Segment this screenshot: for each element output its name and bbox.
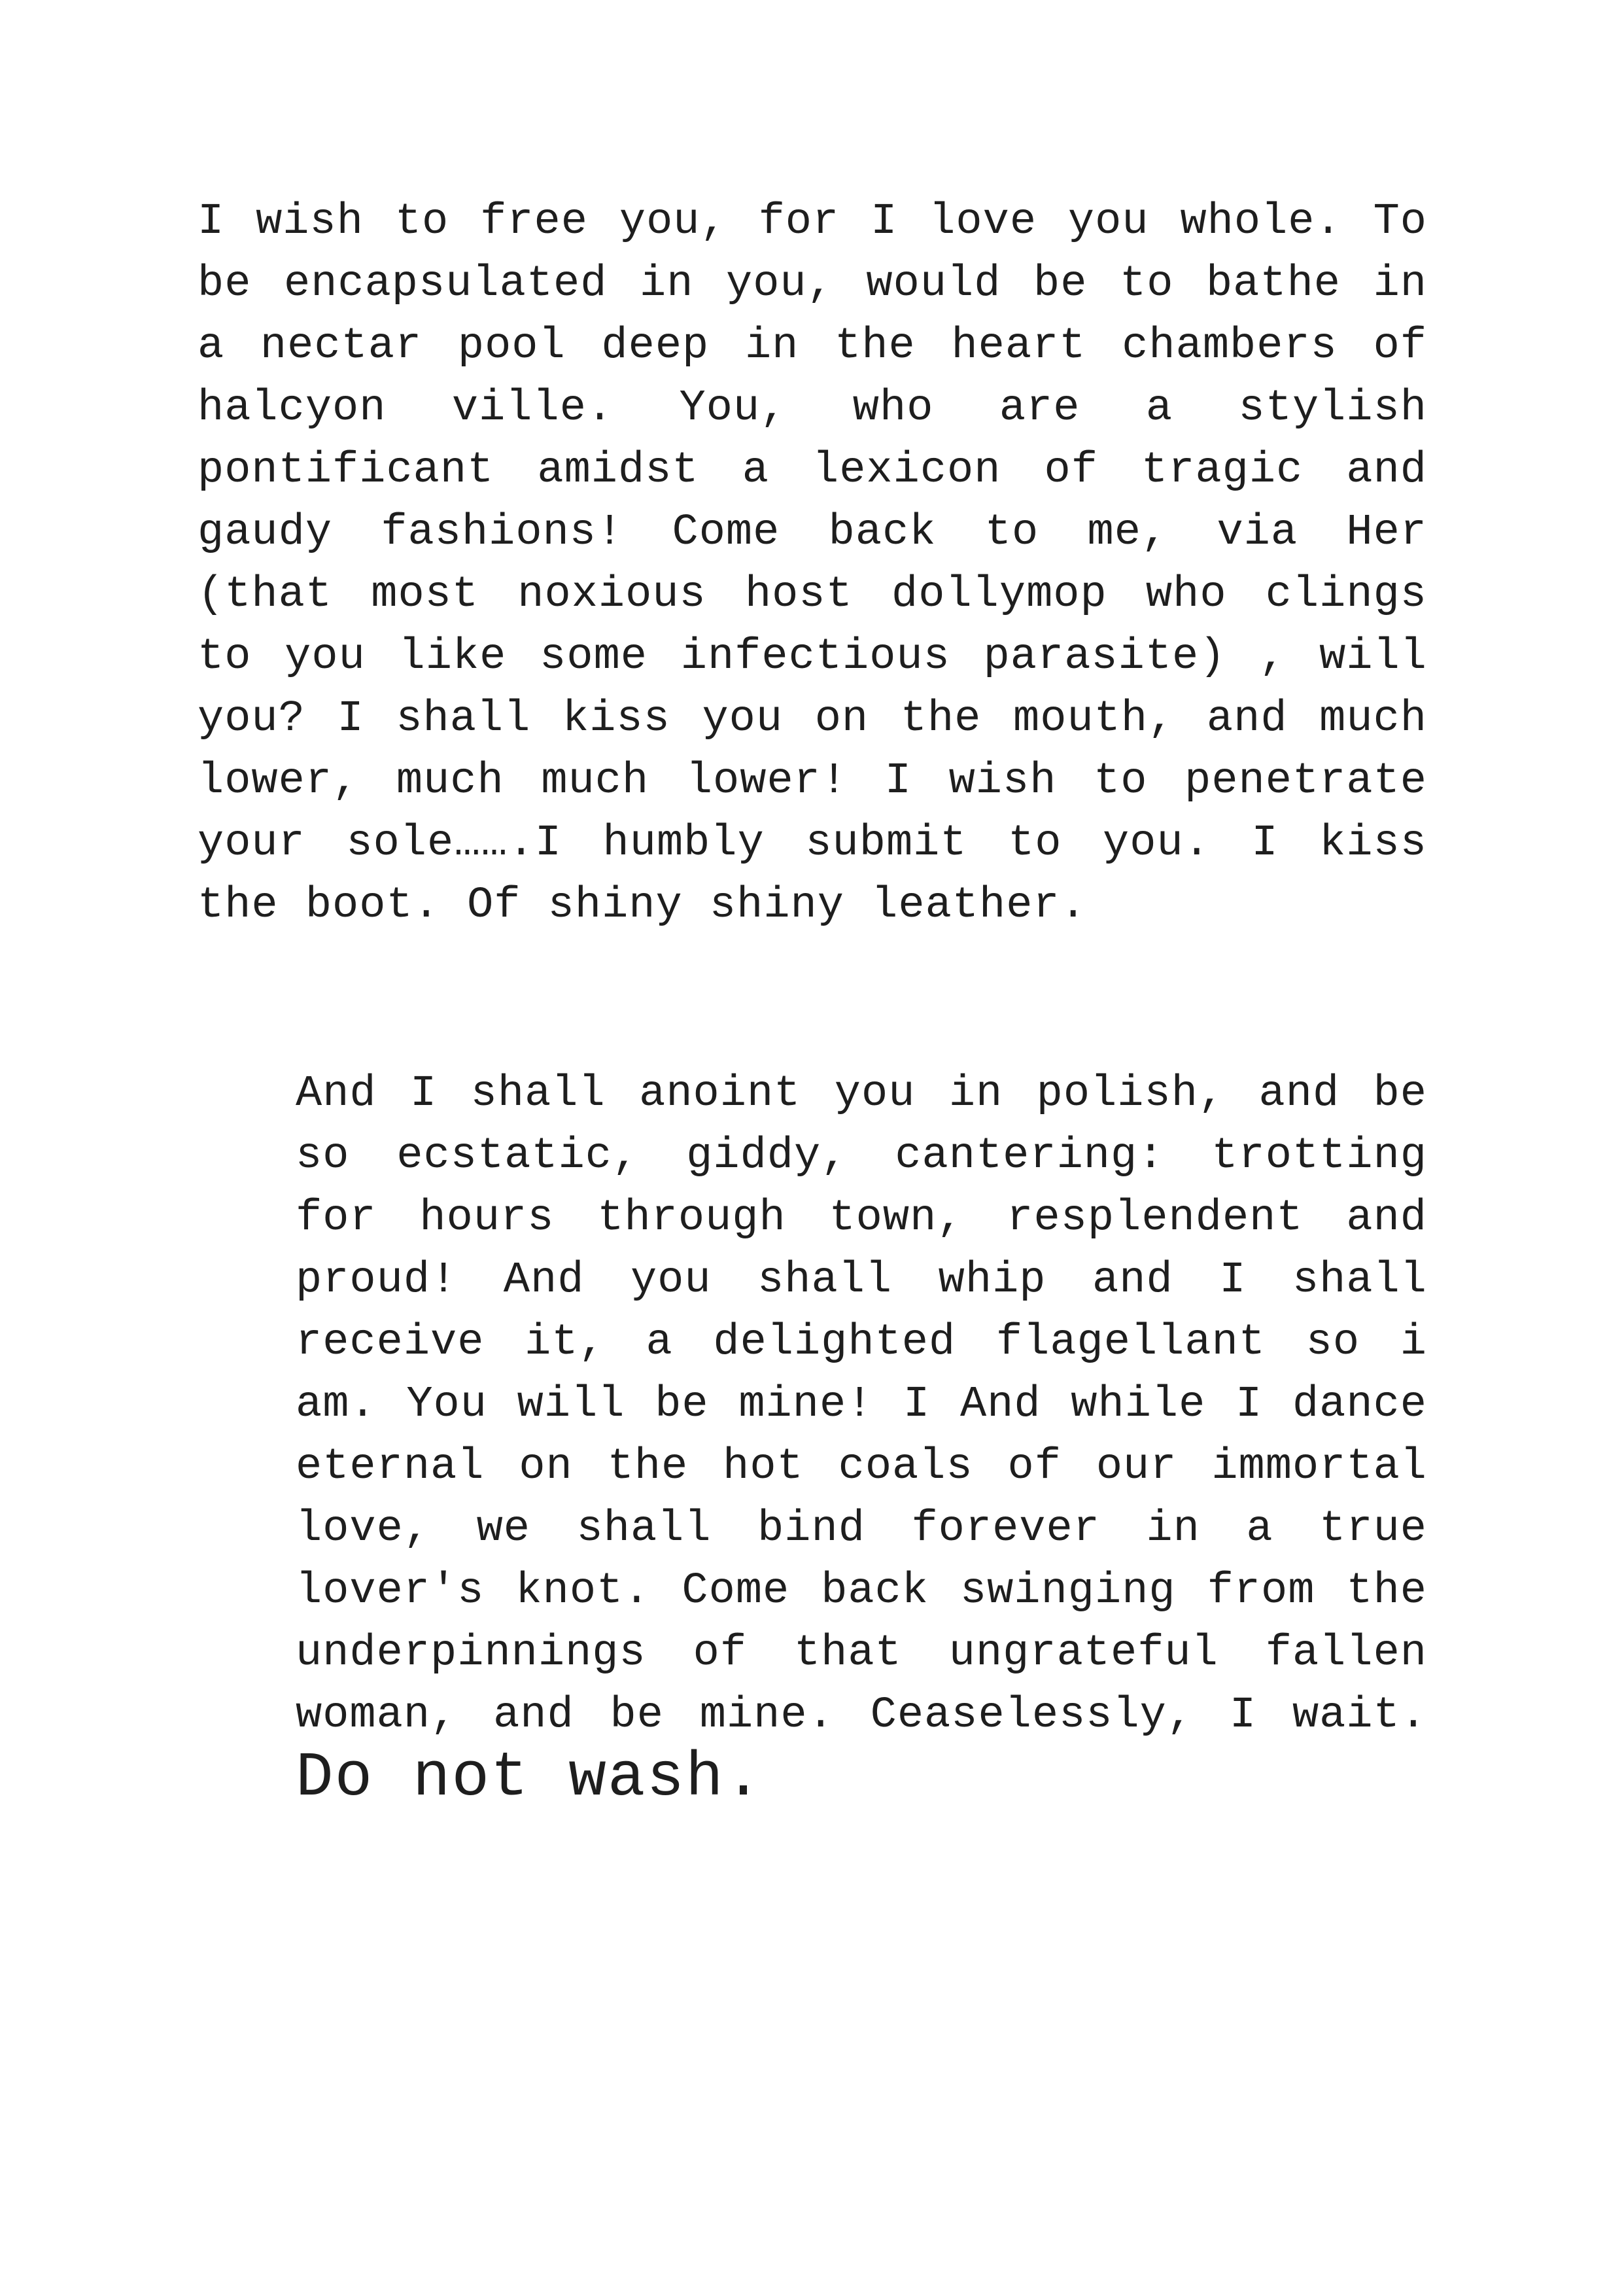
emphasis-text: Do not wash. — [296, 1742, 764, 1813]
paragraph-2 — [296, 1063, 1427, 1815]
paragraph-1: I wish to free you, for I love you whole. To be encapsulated in you, would be to bathe in a nectar pool deep in the heart chambers of halcyon ville. You, who are a stylish pontificant amidst a lexicon of tragic and gaudy fashions! Come back to me, via Her (that most noxious host dollymop who clings to you like some infectious parasite) , will you? I shall kiss you on the mouth, and much lower, much much lower! I wish to penetrate your sole…….I humbly submit to you. I kiss the boot. Of shiny shiny leather. — [198, 197, 1427, 930]
paragraph-2-main-text: And I shall anoint you in polish, and be so ecstatic, giddy, cantering: trotting for hours through town, resplendent and proud! And you shall whip and I shall receive it, a delighted flagellant so i am. You will be mine! I And while I dance eternal on the hot coals of our immortal love, we shall bind forever in a true lover's knot. Come back swinging from the underpinnings of that ungrateful fallen woman, and be mine. Ceaselessly, I wait. — [296, 1069, 1427, 1740]
